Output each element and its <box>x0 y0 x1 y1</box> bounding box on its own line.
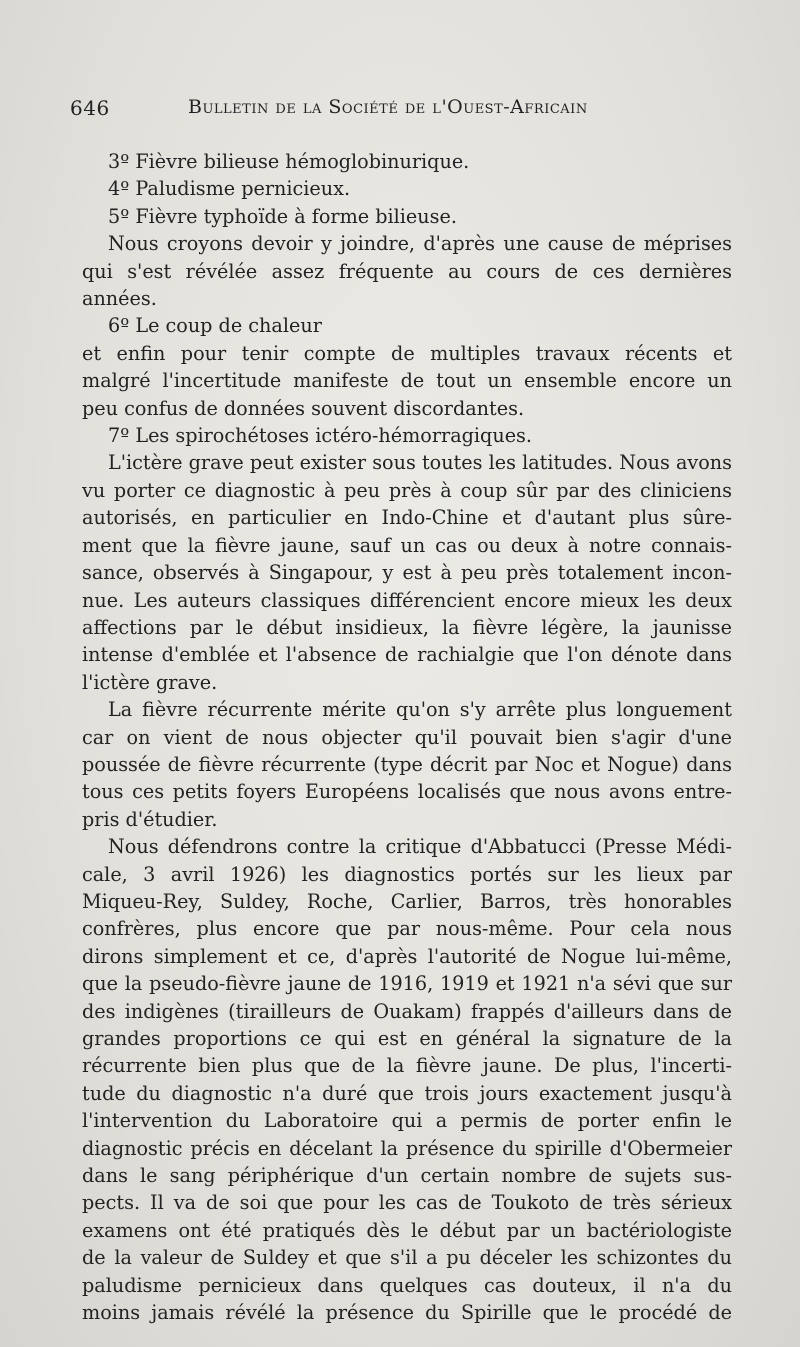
text-line: pris d'étudier. <box>82 807 218 831</box>
text-line: de la valeur de Suldey et que s'il a pu déceler les schizontes du <box>82 1246 732 1270</box>
text-line: des indigènes (tirailleurs de Ouakam) frappés d'ailleurs dans de <box>82 999 732 1023</box>
text-line: poussée de fièvre récurrente (type décrit par Noc et Nogue) dans <box>82 752 732 776</box>
text-line: L'ictère grave peut exister sous toutes les latitudes. Nous avons <box>108 451 732 475</box>
text-line: cale, 3 avril 1926) les diagnostics portés sur les lieux par <box>82 862 732 886</box>
text-line: 3º Fièvre bilieuse hémoglobinurique. <box>108 150 470 173</box>
text-line: examens ont été pratiqués dès le début par un bactériologiste <box>82 1218 732 1242</box>
running-title: Bulletin de la Société de l'Ouest-Africain <box>188 96 588 118</box>
text-line: dirons simplement et ce, d'après l'autorité de Nogue lui-même, <box>82 944 732 968</box>
text-line: dans le sang périphérique d'un certain nombre de sujets sus- <box>82 1164 732 1188</box>
text-line: l'ictère grave. <box>82 670 218 694</box>
text-line: ment que la fièvre jaune, sauf un cas ou deux à notre connais- <box>82 533 732 557</box>
text-line: intense d'emblée et l'absence de rachialgie que l'on dénote dans <box>82 643 732 667</box>
text-line: vu porter ce diagnostic à peu près à coup sûr par des cliniciens <box>82 478 732 502</box>
text-line: diagnostic précis en décelant la présence du spirille d'Obermeier <box>82 1136 732 1160</box>
page-number: 646 <box>70 96 110 120</box>
text-line: 5º Fièvre typhoïde à forme bilieuse. <box>108 204 457 228</box>
text-line: malgré l'incertitude manifeste de tout un ensemble encore un <box>82 369 732 393</box>
text-line: Nous défendrons contre la critique d'Abbatucci (Presse Médi- <box>108 835 732 859</box>
text-line: paludisme pernicieux dans quelques cas douteux, il n'a du <box>82 1273 732 1297</box>
text-line: affections par le début insidieux, la fièvre légère, la jaunisse <box>82 615 732 639</box>
text-line: sance, observés à Singapour, y est à peu près totalement incon- <box>82 561 732 585</box>
text-line: grandes proportions ce qui est en général la signature de la <box>82 1027 732 1050</box>
text-line: Miqueu-Rey, Suldey, Roche, Carlier, Barros, très honorables <box>82 889 732 913</box>
text-line: 7º Les spirochétoses ictéro-hémorragiques. <box>108 424 532 448</box>
text-line: qui s'est révélée assez fréquente au cours de ces dernières <box>82 259 732 283</box>
text-line: pects. Il va de soi que pour les cas de Toukoto de très sérieux <box>82 1191 732 1215</box>
text-line: autorisés, en particulier en Indo-Chine et d'autant plus sûre- <box>82 506 732 530</box>
text-line: l'intervention du Laboratoire qui a permis de porter enfin le <box>82 1109 732 1133</box>
text-line: moins jamais révélé la présence du Spirille que le procédé de <box>82 1301 732 1325</box>
body-text <box>82 148 732 1326</box>
text-line: tous ces petits foyers Européens localisés que nous avons entre- <box>82 780 732 804</box>
text-line: et enfin pour tenir compte de multiples travaux récents et <box>82 341 732 365</box>
text-line: années. <box>82 287 157 311</box>
text-line: car on vient de nous objecter qu'il pouvait bien s'agir d'une <box>82 725 732 749</box>
text-line: nue. Les auteurs classiques différencient encore mieux les deux <box>82 588 732 612</box>
text-line: 6º Le coup de chaleur <box>108 314 322 338</box>
text-line: que la pseudo-fièvre jaune de 1916, 1919 et 1921 n'a sévi que sur <box>82 972 732 996</box>
text-line: peu confus de données souvent discordantes. <box>82 396 525 420</box>
text-line: confrères, plus encore que par nous-même. Pour cela nous <box>82 917 732 941</box>
text-line: Nous croyons devoir y joindre, d'après une cause de méprises <box>108 232 732 256</box>
text-line: récurrente bien plus que de la fièvre jaune. De plus, l'incerti- <box>82 1054 732 1078</box>
text-line: tude du diagnostic n'a duré que trois jours exactement jusqu'à <box>82 1081 732 1105</box>
text-line: 4º Paludisme pernicieux. <box>108 177 351 201</box>
text-line: La fièvre récurrente mérite qu'on s'y arrête plus longuement <box>108 698 732 722</box>
